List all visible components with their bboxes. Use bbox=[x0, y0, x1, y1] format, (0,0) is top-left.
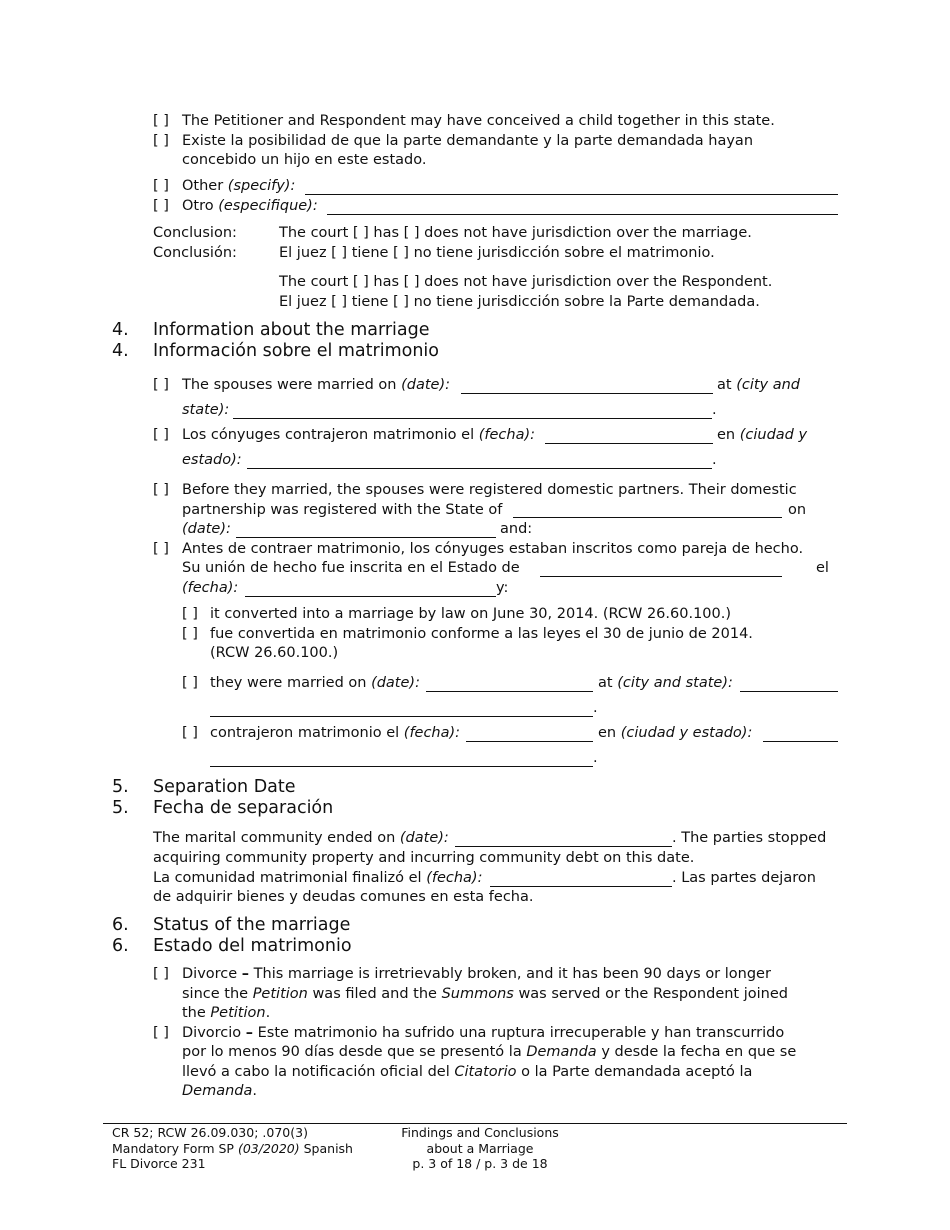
footer-divider bbox=[103, 1123, 847, 1124]
ciudad-estado-field[interactable] bbox=[247, 468, 712, 469]
dp-date-field[interactable] bbox=[236, 537, 496, 538]
community-ended-es-label: La comunidad matrimonial finalizó el (fecha): bbox=[153, 870, 483, 886]
dp-fecha-label: (fecha): bbox=[182, 580, 239, 596]
married-at-label: at (city and bbox=[717, 377, 801, 393]
contrajeron-ciudad-field-cont[interactable] bbox=[210, 766, 593, 767]
on-label: on bbox=[788, 502, 807, 518]
checkbox[interactable]: [ ] bbox=[153, 113, 169, 129]
section-5-title-es: Fecha de separación bbox=[153, 798, 334, 818]
contrajeron-en-label: en (ciudad y estado): bbox=[598, 725, 753, 741]
were-married-city-field[interactable] bbox=[740, 691, 838, 692]
other-es-label: Otro (especifique): bbox=[182, 198, 318, 214]
checkbox[interactable]: [ ] bbox=[153, 541, 169, 557]
conceived-child-es-line2: concebido un hijo en este estado. bbox=[182, 152, 427, 168]
section-5-title-en: Separation Date bbox=[153, 777, 296, 797]
dp-date-label: (date): bbox=[182, 521, 231, 537]
footer-form-title: Findings and Conclusions bbox=[401, 1125, 559, 1140]
checkbox[interactable]: [ ] bbox=[153, 1025, 169, 1041]
were-married-at-label: at (city and state): bbox=[598, 675, 733, 691]
community-ended-en-line2: acquiring community property and incurring community debt on this date. bbox=[153, 850, 695, 866]
community-ended-es-line2: de adquirir bienes y deudas comunes en esta fecha. bbox=[153, 889, 534, 905]
divorce-en-line3: the Petition. bbox=[182, 1005, 271, 1021]
estado-label: estado): bbox=[182, 452, 242, 468]
checkbox[interactable]: [ ] bbox=[153, 178, 169, 194]
section-number: 5. bbox=[112, 798, 129, 818]
contrajeron-es-label: contrajeron matrimonio el (fecha): bbox=[210, 725, 461, 741]
state-label: state): bbox=[182, 402, 230, 418]
footer-rule-citation: CR 52; RCW 26.09.030; .070(3) bbox=[112, 1125, 308, 1140]
separation-date-field[interactable] bbox=[455, 846, 672, 847]
divorcio-es-line4: Demanda. bbox=[182, 1083, 257, 1099]
el-label: el bbox=[816, 560, 829, 576]
footer-form-number: FL Divorce 231 bbox=[112, 1156, 206, 1171]
footer-form-id: Mandatory Form SP (03/2020) Spanish bbox=[112, 1141, 353, 1156]
section-number: 4. bbox=[112, 320, 129, 340]
section-number: 6. bbox=[112, 936, 129, 956]
domestic-partners-es-line2: Su unión de hecho fue inscrita en el Estado de bbox=[182, 560, 520, 576]
conclusion-respondent-en: The court [ ] has [ ] does not have jurisdiction over the Respondent. bbox=[279, 274, 773, 290]
footer-page-number: p. 3 of 18 / p. 3 de 18 bbox=[412, 1156, 548, 1171]
otro-especifique-field[interactable] bbox=[327, 214, 838, 215]
divorce-en-line1: Divorce – This marriage is irretrievably broken, and it has been 90 days or longer bbox=[182, 966, 771, 982]
dp-fecha-field[interactable] bbox=[245, 596, 496, 597]
divorcio-es-line3: llevó a cabo la notificación oficial del Citatorio o la Parte demandada aceptó la bbox=[182, 1064, 753, 1080]
section-6-title-en: Status of the marriage bbox=[153, 915, 351, 935]
checkbox[interactable]: [ ] bbox=[182, 675, 198, 691]
married-on-en-label: The spouses were married on (date): bbox=[182, 377, 451, 393]
conclusion-label-en: Conclusion: bbox=[153, 225, 237, 241]
conclusion-marriage-en: The court [ ] has [ ] does not have jurisdiction over the marriage. bbox=[279, 225, 752, 241]
dp-estado-field[interactable] bbox=[540, 576, 782, 577]
married-city-state-field[interactable] bbox=[233, 418, 712, 419]
checkbox[interactable]: [ ] bbox=[182, 626, 198, 642]
section-4-title-es: Información sobre el matrimonio bbox=[153, 341, 439, 361]
converted-es-line2: (RCW 26.60.100.) bbox=[210, 645, 339, 661]
converted-en: it converted into a marriage by law on June 30, 2014. (RCW 26.60.100.) bbox=[210, 606, 732, 622]
footer-form-subtitle: about a Marriage bbox=[426, 1141, 534, 1156]
section-number: 6. bbox=[112, 915, 129, 935]
fecha-separacion-field[interactable] bbox=[490, 886, 672, 887]
fecha-matrimonio-field[interactable] bbox=[545, 443, 713, 444]
were-married-en-label: they were married on (date): bbox=[210, 675, 420, 691]
checkbox[interactable]: [ ] bbox=[153, 198, 169, 214]
converted-es-line1: fue convertida en matrimonio conforme a las leyes el 30 de junio de 2014. bbox=[210, 626, 753, 642]
section-number: 4. bbox=[112, 341, 129, 361]
checkbox[interactable]: [ ] bbox=[153, 482, 169, 498]
checkbox[interactable]: [ ] bbox=[153, 966, 169, 982]
divorce-en-line2: since the Petition was filed and the Summons was served or the Respondent joined bbox=[182, 986, 788, 1002]
checkbox[interactable]: [ ] bbox=[153, 133, 169, 149]
divorcio-es-line2: por lo menos 90 días desde que se presentó la Demanda y desde la fecha en que se bbox=[182, 1044, 797, 1060]
contrajeron-ciudad-field[interactable] bbox=[763, 741, 838, 742]
checkbox[interactable]: [ ] bbox=[182, 725, 198, 741]
conclusion-respondent-es: El juez [ ] tiene [ ] no tiene jurisdicción sobre la Parte demandada. bbox=[279, 294, 760, 310]
dp-state-field[interactable] bbox=[513, 517, 782, 518]
contrajeron-fecha-field[interactable] bbox=[466, 741, 593, 742]
and-label: and: bbox=[500, 521, 533, 537]
y-label: y: bbox=[496, 580, 509, 596]
other-specify-field[interactable] bbox=[305, 194, 838, 195]
were-married-date-field[interactable] bbox=[426, 691, 593, 692]
period: . bbox=[712, 452, 717, 468]
partes-dejaron-text: . Las partes dejaron bbox=[672, 870, 816, 886]
parties-stopped-text: . The parties stopped bbox=[672, 830, 827, 846]
conceived-child-en: The Petitioner and Respondent may have conceived a child together in this state. bbox=[182, 113, 775, 129]
community-ended-en-label: The marital community ended on (date): bbox=[153, 830, 449, 846]
domestic-partners-es-line1: Antes de contraer matrimonio, los cónyuges estaban inscritos como pareja de hecho. bbox=[182, 541, 804, 557]
conclusion-label-es: Conclusión: bbox=[153, 245, 237, 261]
period: . bbox=[593, 700, 598, 716]
conclusion-marriage-es: El juez [ ] tiene [ ] no tiene jurisdicción sobre el matrimonio. bbox=[279, 245, 715, 261]
section-6-title-es: Estado del matrimonio bbox=[153, 936, 352, 956]
conceived-child-es-line1: Existe la posibilidad de que la parte demandante y la parte demandada hayan bbox=[182, 133, 754, 149]
married-date-field[interactable] bbox=[461, 393, 713, 394]
married-en-label: en (ciudad y bbox=[717, 427, 808, 443]
married-on-es-label: Los cónyuges contrajeron matrimonio el (fecha): bbox=[182, 427, 536, 443]
period: . bbox=[712, 402, 717, 418]
divorcio-es-line1: Divorcio – Este matrimonio ha sufrido una ruptura irrecuperable y han transcurrido bbox=[182, 1025, 785, 1041]
domestic-partners-en-line2: partnership was registered with the State of bbox=[182, 502, 503, 518]
were-married-city-field-cont[interactable] bbox=[210, 716, 593, 717]
other-en-label: Other (specify): bbox=[182, 178, 296, 194]
period: . bbox=[593, 750, 598, 766]
section-4-title-en: Information about the marriage bbox=[153, 320, 430, 340]
checkbox[interactable]: [ ] bbox=[182, 606, 198, 622]
section-number: 5. bbox=[112, 777, 129, 797]
domestic-partners-en-line1: Before they married, the spouses were registered domestic partners. Their domestic bbox=[182, 482, 797, 498]
checkbox[interactable]: [ ] bbox=[153, 377, 169, 393]
checkbox[interactable]: [ ] bbox=[153, 427, 169, 443]
